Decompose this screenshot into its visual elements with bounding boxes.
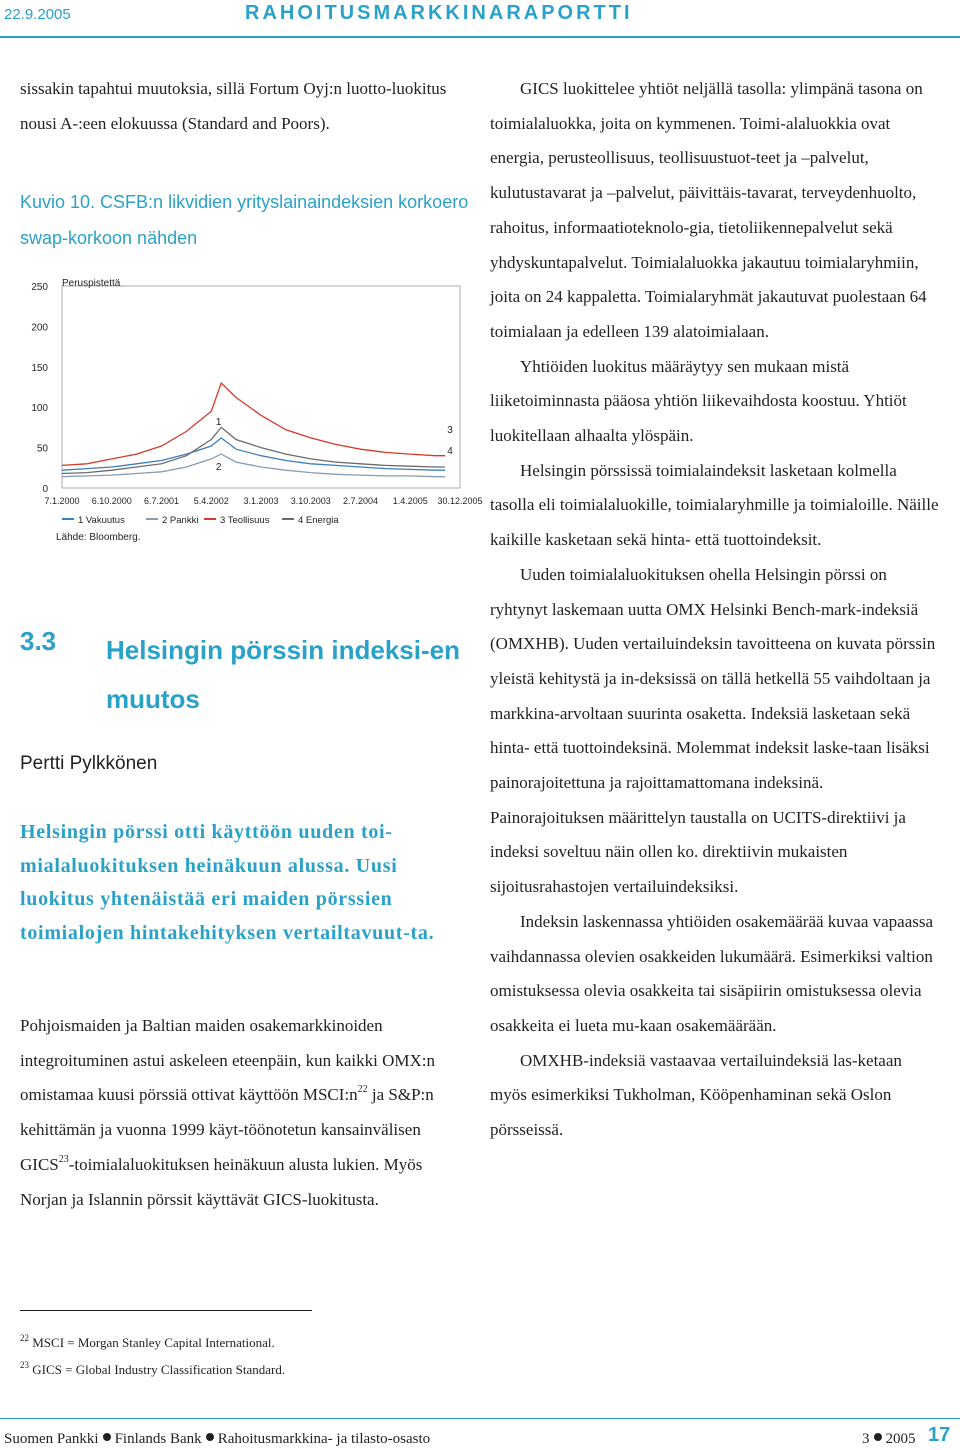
footnote-23	[20, 1362, 285, 1378]
footer-publisher	[4, 1431, 430, 1448]
chart-annotation: 2	[215, 462, 222, 474]
footnote-text: MSCI = Morgan Stanley Capital International.	[29, 1335, 275, 1350]
section-author: Pertti Pylkkönen	[20, 753, 158, 774]
chart-x-tick-label: 6.10.2000	[91, 496, 132, 506]
spread-line-chart	[20, 272, 483, 550]
footnote-number: 23	[20, 1360, 29, 1370]
chart-series	[62, 383, 445, 477]
footnote-22	[20, 1335, 275, 1351]
chart-y-tick-label: 0	[42, 484, 48, 495]
chart-y-axis-label: Peruspistettä	[62, 278, 121, 289]
header-title: RAHOITUSMARKKINARAPORTTI	[245, 2, 633, 24]
chart-x-tick-label: 30.12.2005	[437, 496, 483, 506]
chart-y-tick-label: 50	[36, 443, 48, 455]
right-paragraph: Indeksin laskennassa yhtiöiden osakemäärää kuvaa vapaassa vaihdannassa olevien osakkeiden lukumäärä. Esimerkiksi valtion omistuksessa olevia osakkeita tai sisäpiirin omistuksessa olevia osakkeita ei lueta mu-kaan osakemäärään.	[490, 911, 934, 1035]
chart-annotation: 3	[447, 425, 453, 437]
chart-y-tick-label: 200	[31, 322, 48, 334]
footer-rule	[0, 1418, 960, 1419]
chart-y-tick-label: 150	[31, 362, 48, 374]
chart-x-tick-label: 3.10.2003	[290, 496, 331, 506]
chart-x-tick-label: 5.4.2002	[193, 496, 229, 506]
chart-x-tick-label: 3.1.2003	[243, 496, 279, 506]
right-column	[490, 72, 940, 1148]
chart-y-ticks	[31, 282, 48, 495]
section-number: 3.3	[20, 626, 57, 656]
page-number: 17	[928, 1424, 951, 1446]
paragraph-part: Pohjoismaiden ja Baltian maiden osakemarkkinoiden integroituminen astui askeleen eteenpäin, kun kaikki OMX:n omistamaa kuusi pörssiä ottivat käyttöön MSCI:n	[20, 1016, 435, 1105]
right-paragraph: GICS luokittelee yhtiöt neljällä tasolla: ylimpänä tasona on toimialaluokka, joita on kymmenen. Toimi-alaluokkia ovat energia, perusteollisuus, teollisuustuot-teet ja –palvelut, kulutustavarat ja –palvelut, päivittäis-tavarat, terveydenhuolto, rahoitus, informaatioteknolo-gia, tietoliikennepalvelut sekä yhdyskuntapalvelut. Toimialaluokka jakautuu toimialaryhmiin, joita on 24 kappaletta. Toimialaryhmät jakautuvat puolestaan 64 toimialaan ja edelleen 139 alatoimialaan.	[490, 79, 927, 341]
chart-source: Lähde: Bloomberg.	[56, 532, 141, 543]
chart-legend	[62, 515, 339, 526]
paragraph-part: -toimialaluokituksen heinäkuun alusta lukien. Myös Norjan ja Islannin pörssit käyttävät GICS-luokitusta.	[20, 1154, 423, 1209]
chart-series-line	[62, 383, 445, 465]
footnote-ref-23: 23	[58, 1153, 69, 1165]
left-bottom-paragraph	[20, 1009, 472, 1217]
right-paragraph: Helsingin pörssissä toimialaindeksit lasketaan kolmella tasolla eli toimialaluokille, toimialaryhmille ja toimialoille. Näille kaikille kasketaan sekä hinta- että tuottoindeksit.	[490, 460, 939, 550]
bullet-icon	[206, 1433, 214, 1441]
chart-x-tick-label: 1.4.2005	[392, 496, 428, 506]
paragraph-part: ja S&P:n kehittämän ja vuonna 1999 käyt-töönotetun kansainvälisen GICS	[20, 1085, 434, 1174]
footer-issue	[862, 1431, 916, 1448]
chart-legend-label: 4 Energia	[298, 515, 339, 526]
footnote-number: 22	[20, 1333, 29, 1343]
chart-x-ticks	[44, 496, 482, 506]
header-rule	[0, 36, 960, 38]
footer-year: 2005	[885, 1431, 916, 1447]
chart-x-tick-label: 2.7.2004	[342, 496, 379, 506]
header-date: 22.9.2005	[4, 6, 71, 23]
right-paragraph: OMXHB-indeksiä vastaavaa vertailuindeksiä las-ketaan myös esimerkiksi Tukholman, Kööpenhaminan sekä Oslon pörsseissä.	[490, 1050, 902, 1140]
right-paragraph: Uuden toimialaluokituksen ohella Helsingin pörssi on ryhtynyt laskemaan uutta OMX Helsinki Bench-mark-indeksiä (OMXHB). Uuden vertailuindeksin tavoitteena on kuvata pörssin yleistä kehitystä ja in-deksissä on tällä hetkellä 55 vaihdoltaan ja markkina-arvoltaan suurinta osaketta. Indeksiä lasketaan sekä hinta- että tuottoindeksinä. Molemmat indeksit laske-taan lisäksi painorajoitettuna ja rajoittamattomana indeksinä. Painorajoituksen määrittelyn taustalla on UCITS-direktiivi ja indeksi soveltuu näin ollen ko. direktiivin mukaisten sijoitusrahastojen vertailuindeksiksi.	[490, 564, 936, 897]
chart-frame	[62, 286, 460, 488]
right-paragraph: Yhtiöiden luokitus määräytyy sen mukaan mistä liiketoiminnasta pääosa yhtiön liikevaihdosta koostuu. Yhtiöt luokitellaan alhaalta ylöspäin.	[490, 356, 907, 446]
chart-y-tick-label: 250	[31, 282, 48, 293]
chart-x-tick-label: 6.7.2001	[143, 496, 180, 506]
footnote-text: GICS = Global Industry Classification Standard.	[29, 1362, 286, 1377]
chart-plot-area	[62, 286, 460, 488]
chart-y-tick-label: 100	[31, 403, 48, 415]
footnote-ref-22: 22	[357, 1084, 368, 1096]
chart-x-tick-label: 7.1.2000	[44, 496, 80, 506]
chart-legend-label: 1 Vakuutus	[78, 515, 125, 526]
footer-publisher-fi: Suomen Pankki	[4, 1431, 99, 1447]
figure-title: Kuvio 10. CSFB:n likvidien yrityslainaindeksien korkoero swap-korkoon nähden	[20, 192, 469, 248]
chart-legend-label: 2 Pankki	[162, 515, 199, 526]
chart-annotation: 4	[447, 446, 453, 458]
chart-legend-label: 3 Teollisuus	[220, 515, 270, 526]
left-top-paragraph: sissakin tapahtui muutoksia, sillä Fortum Oyj:n luotto-luokitus nousi A-:een elokuussa (Standard and Poors).	[20, 79, 447, 133]
bullet-icon	[103, 1433, 111, 1441]
section-lead: Helsingin pörssi otti käyttöön uuden toi-mialaluokituksen heinäkuun alussa. Uusi luokitus yhtenäistää eri maiden pörssien toimialojen hintakehityksen vertailtavuut-ta.	[20, 821, 435, 944]
footer-publisher-sv: Finlands Bank	[114, 1431, 202, 1447]
bullet-icon	[874, 1433, 882, 1441]
footnote-rule	[20, 1310, 312, 1311]
footer-issue-number: 3	[862, 1431, 870, 1447]
section-title: Helsingin pörssin indeksi-en muutos	[106, 635, 460, 714]
chart-annotation: 1	[215, 416, 222, 428]
footer-department: Rahoitusmarkkina- ja tilasto-osasto	[217, 1431, 431, 1447]
